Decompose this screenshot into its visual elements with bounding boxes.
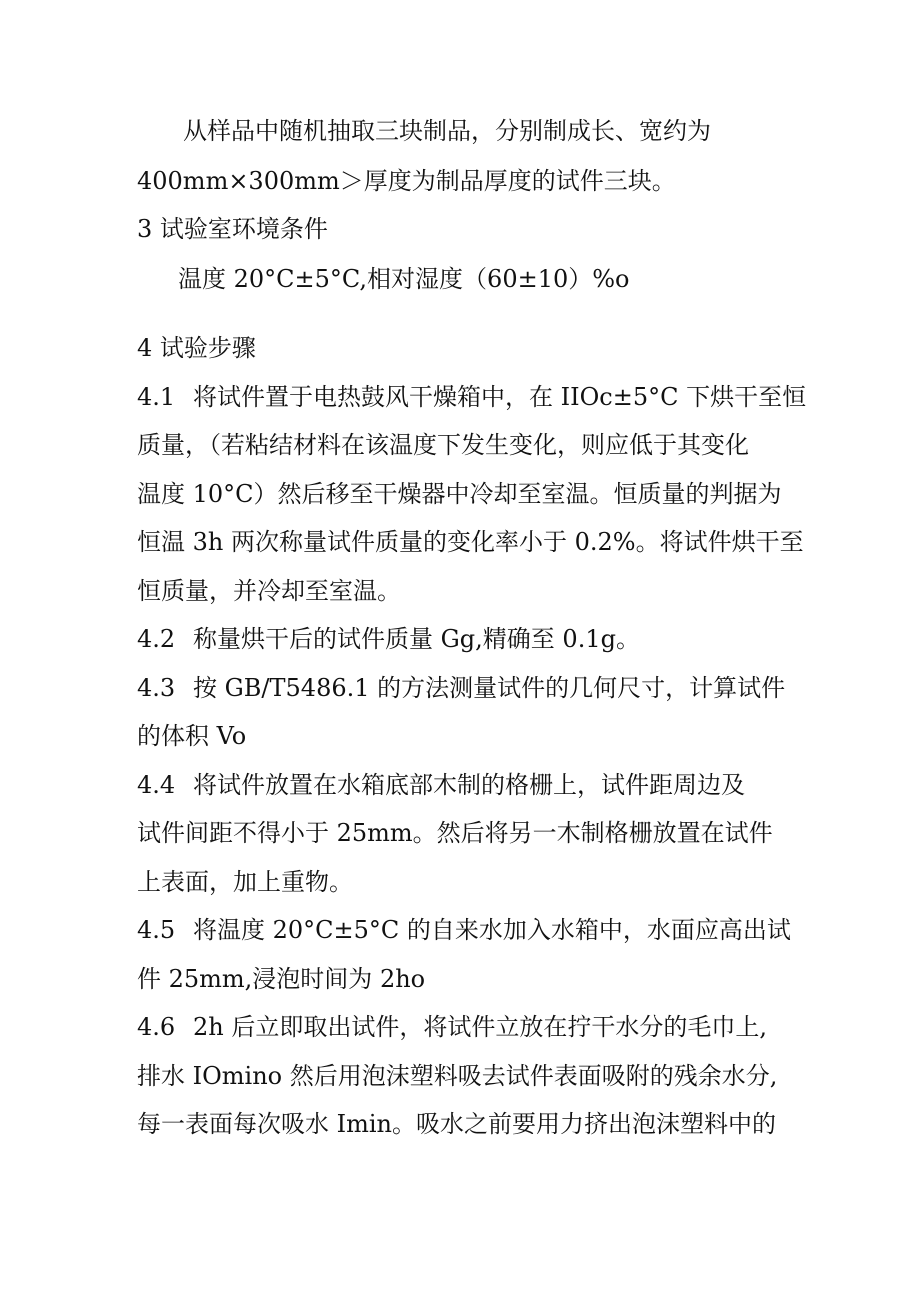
step-4-1-line-3: 温度 10°C）然后移至干燥器中冷却至室温。恒质量的判据为 (137, 480, 782, 508)
step-number: 4.5 (137, 916, 176, 944)
step-4-4-line-2: 试件间距不得小于 25mm。然后将另一木制格栅放置在试件 (137, 819, 773, 847)
step-text: 按 GB/T5486.1 的方法测量试件的几何尺寸，计算试件 (193, 674, 786, 702)
step-4-4-line-1 (137, 770, 745, 800)
step-text: 将试件放置在水箱底部木制的格栅上，试件距周边及 (193, 771, 745, 799)
step-text: 2h 后立即取出试件，将试件立放在拧干水分的毛巾上, (193, 1013, 767, 1041)
step-text: 称量烘干后的试件质量 Gg,精确至 0.1g。 (193, 625, 640, 653)
step-4-6-line-2: 排水 IOmino 然后用泡沫塑料吸去试件表面吸附的残余水分, (137, 1062, 778, 1090)
step-number: 4.1 (137, 383, 176, 411)
step-4-1-line-2: 质量，（若粘结材料在该温度下发生变化，则应低于其变化 (137, 431, 749, 459)
section-heading-4: 4 试验步骤 (137, 334, 256, 362)
step-number: 4.3 (137, 674, 176, 702)
step-number: 4.2 (137, 625, 176, 653)
step-4-6-line-3: 每一表面每次吸水 Imin。吸水之前要用力挤出泡沫塑料中的 (137, 1110, 776, 1138)
step-text: 将试件置于电热鼓风干燥箱中，在 IIOc±5°C 下烘干至恒 (193, 383, 807, 411)
step-text: 将温度 20°C±5°C 的自来水加入水箱中，水面应高出试 (193, 916, 791, 944)
intro-line-1: 从样品中随机抽取三块制品，分别制成长、宽约为 (183, 117, 711, 145)
step-4-1-line-4: 恒温 3h 两次称量试件质量的变化率小于 0.2%。将试件烘干至 (137, 528, 804, 556)
step-4-4-line-3: 上表面，加上重物。 (137, 868, 353, 896)
section-heading-3: 3 试验室环境条件 (137, 215, 328, 243)
step-4-3-line-2: 的体积 Vo (137, 722, 247, 750)
step-4-5-line-1 (137, 915, 791, 945)
intro-line-2: 400mm×300mm＞厚度为制品厚度的试件三块。 (137, 167, 676, 195)
environment-conditions: 温度 20°C±5°C,相对湿度（60±10）%o (178, 265, 630, 293)
step-4-5-line-2: 件 25mm,浸泡时间为 2ho (137, 965, 426, 993)
step-4-1-line-1 (137, 382, 806, 412)
step-4-2-line-1 (137, 624, 640, 654)
step-number: 4.4 (137, 771, 176, 799)
step-number: 4.6 (137, 1013, 176, 1041)
step-4-1-line-5: 恒质量，并冷却至室温。 (137, 577, 401, 605)
step-4-3-line-1 (137, 673, 785, 703)
step-4-6-line-1 (137, 1012, 767, 1042)
